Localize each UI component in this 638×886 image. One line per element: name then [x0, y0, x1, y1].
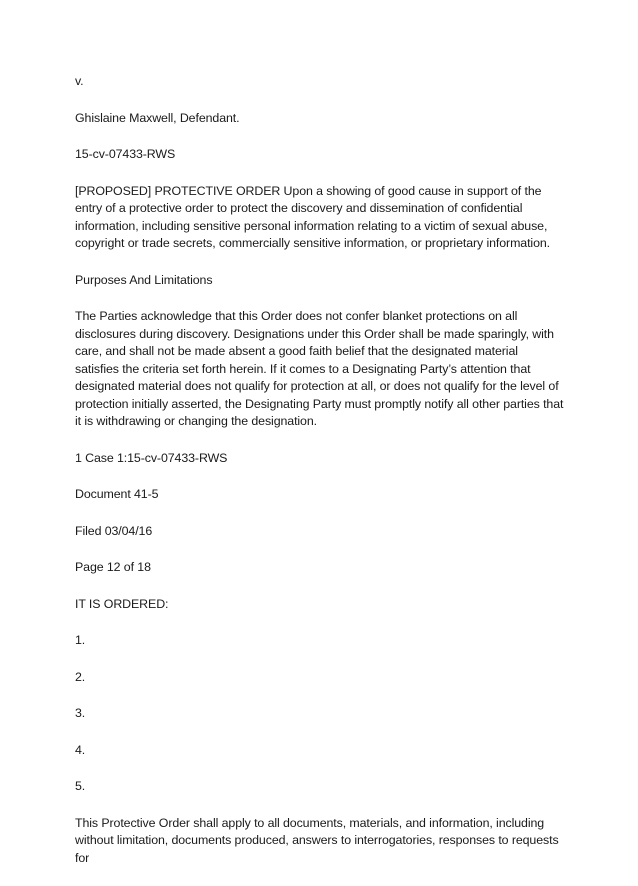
- page-number: Page 12 of 18: [75, 560, 151, 574]
- list-item-3: 3.: [75, 706, 86, 720]
- list-item-4: 4.: [75, 742, 86, 757]
- purposes-paragraph: The Parties acknowledge that this Order does not confer blanket protections on all disclosures during discovery. Designations under this Order shall be made sparingly, with care, and shall not be made absent a good faith belief that the designated material satisfies the criteria set forth herein. If it comes to a Designating Party’s attention that designated material does not qualify for protection at all, or does not qualify for the level of protection initially asserted, the Designating Party must promptly notify all other parties that it is withdrawing or changing the designation.: [75, 309, 564, 428]
- proposed-order-paragraph: [PROPOSED] PROTECTIVE ORDER Upon a showing of good cause in support of the entry of a protective order to protect the discovery and dissemination of confidential information, including sensitive personal information relating to a victim of sexual abuse, copyright or trade secrets, commercially sensitive information, or proprietary information.: [75, 183, 551, 250]
- scope-paragraph: This Protective Order shall apply to all documents, materials, and information, including without limitation, documents produced, answers to interrogatories, responses to requests for: [75, 815, 559, 865]
- list-item-1: 1.: [75, 633, 86, 647]
- section-heading: Purposes And Limitations: [75, 272, 213, 287]
- filed-date: Filed 03/04/16: [75, 523, 153, 538]
- document-body: [75, 73, 565, 886]
- defendant-line: Ghislaine Maxwell, Defendant.: [75, 110, 240, 125]
- case-number: 15-cv-07433-RWS: [75, 147, 176, 161]
- list-item-5: 5.: [75, 779, 86, 793]
- document-number: Document 41-5: [75, 487, 159, 501]
- case-footer-line: 1 Case 1:15-cv-07433-RWS: [75, 450, 228, 465]
- list-item-2: 2.: [75, 669, 86, 684]
- ordered-heading: IT IS ORDERED:: [75, 596, 169, 611]
- versus-line: v.: [75, 74, 84, 88]
